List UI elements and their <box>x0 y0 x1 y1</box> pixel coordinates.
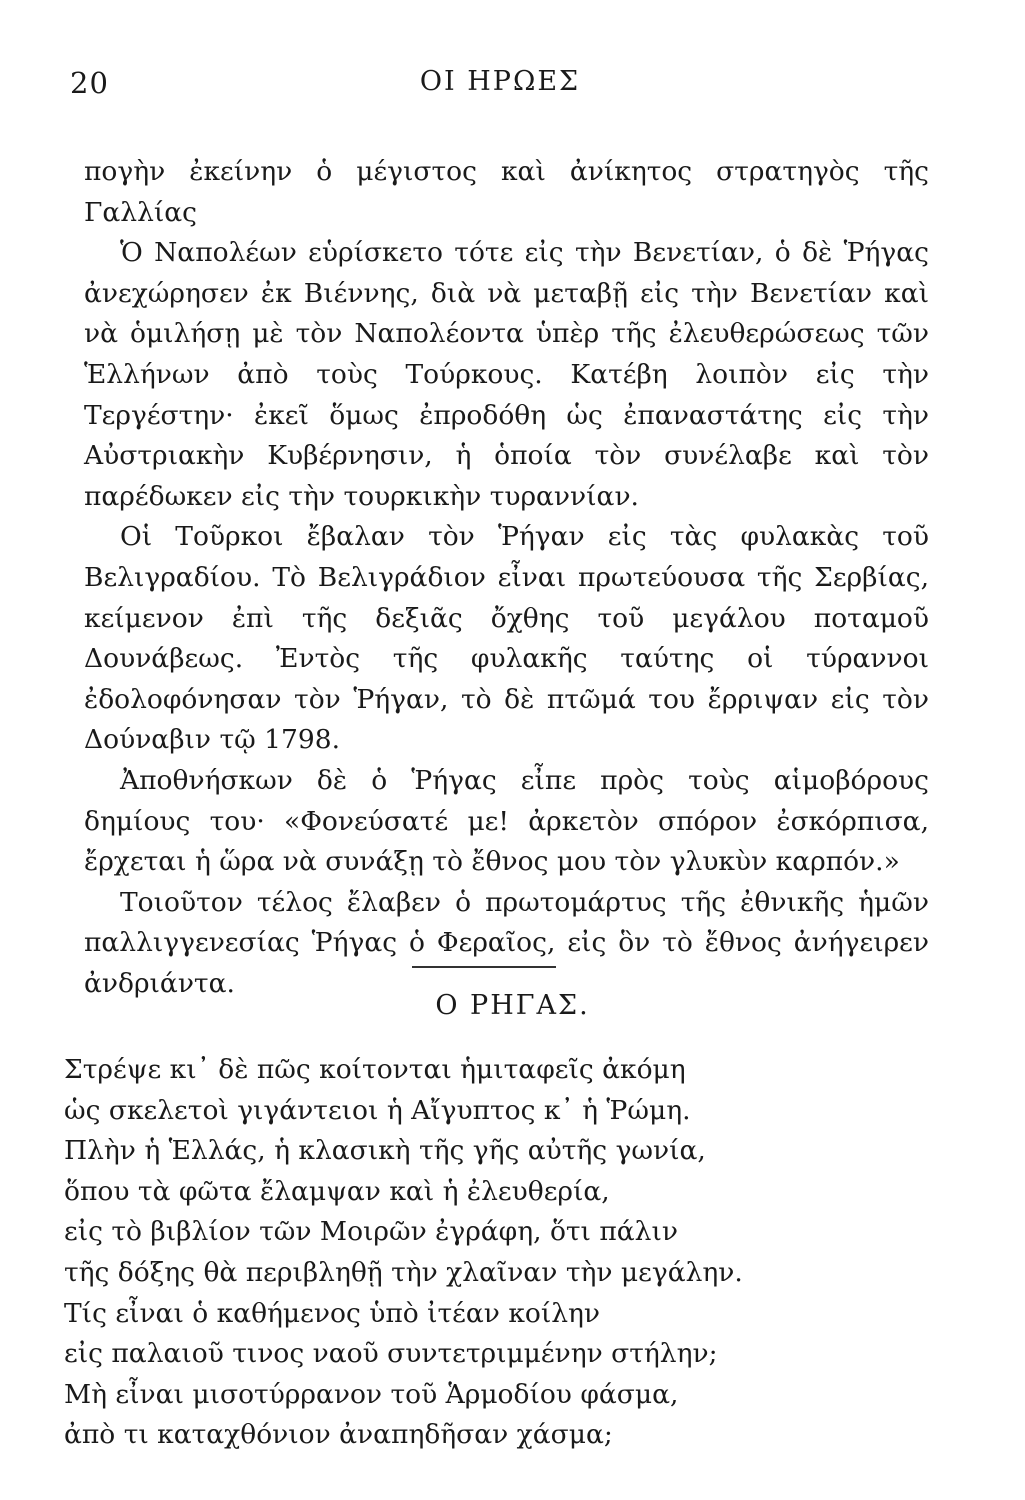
paragraph: Τοιοῦτον τέλος ἔλαβεν ὁ πρωτομάρτυς τῆς ἐθνικῆς ἡμῶν παλλιγγενεσίας Ῥήγας ὁ Φεραῖος, εἰς ὃν τὸ ἔθνος ἀνήγειρεν ἀνδριάντα. <box>84 886 929 999</box>
running-title: ΟΙ ΗΡΩΕΣ <box>419 66 581 97</box>
poem-line: ὡς σκελετοὶ γιγάντειοι ἡ Αἴγυπτος κ᾽ ἡ Ῥώμη. <box>64 1094 691 1126</box>
poem-line: τῆς δόξης θὰ περιβληθῇ τὴν χλαῖναν τὴν μεγάλην. <box>64 1256 743 1288</box>
poem-line: Στρέψε κι᾽ δὲ πῶς κοίτονται ἡμιταφεῖς ἀκόμη <box>64 1054 686 1085</box>
section-divider <box>412 966 556 968</box>
poem-line: Τίς εἶναι ὁ καθήμενος ὑπὸ ἰτέαν κοίλην <box>64 1297 601 1329</box>
poem-line: ὅπου τὰ φῶτα ἔλαμψαν καὶ ἡ ἐλευθερία, <box>64 1175 610 1207</box>
paragraph: Ὁ Ναπολέων εὑρίσκετο τότε εἰς τὴν Βενετίαν, ὁ δὲ Ῥήγας ἀνεχώρησεν ἐκ Βιέννης, διὰ νὰ μεταβῇ εἰς τὴν Βενετίαν καὶ νὰ ὁμιλήσῃ μὲ τὸν Ναπολέοντα ὑπὲρ τῆς ἐλευθερώσεως τῶν Ἑλλήνων ἀπὸ τοὺς Τούρκους. Κατέβη λοιπὸν εἰς τὴν Τεργέστην· ἐκεῖ ὅμως ἐπροδόθη ὡς ἐπαναστάτης εἰς τὴν Αὐστριακὴν Κυβέρνησιν, ἡ ὁποία τὸν συνέλαβε καὶ τὸν παρέδωκεν εἰς τὴν τουρκικὴν τυραννίαν. <box>84 237 929 512</box>
prose-body <box>84 152 929 1004</box>
paragraph: πογὴν ἐκείνην ὁ μέγιστος καὶ ἀνίκητος στρατηγὸς τῆς Γαλλίας <box>84 156 929 228</box>
paragraph: Ἀποθνήσκων δὲ ὁ Ῥήγας εἶπε πρὸς τοὺς αἱμοβόρους δημίους του· «Φονεύσατέ με! ἀρκετὸν σπόρον ἐσκόρπισα, ἔρχεται ἡ ὥρα νὰ συνάξῃ τὸ ἔθνος μου τὸν γλυκὺν καρπόν.» <box>84 764 929 878</box>
paragraph: Οἱ Τοῦρκοι ἔβαλαν τὸν Ῥήγαν εἰς τὰς φυλακὰς τοῦ Βελιγραδίου. Τὸ Βελιγράδιον εἶναι πρωτεύουσα τῆς Σερβίας, κείμενον ἐπὶ τῆς δεξιᾶς ὄχθης τοῦ μεγάλου ποταμοῦ Δουνάβεως. Ἐντὸς τῆς φυλακῆς ταύτης οἱ τύραννοι ἐδολοφόνησαν τὸν Ῥήγαν, τὸ δὲ πτῶμά του ἔρριψαν εἰς τὸν Δούναβιν τῷ 1798. <box>84 521 929 756</box>
poem-line: εἰς τὸ βιβλίον τῶν Μοιρῶν ἐγράφη, ὅτι πάλιν <box>64 1216 678 1248</box>
poem-line: Πλὴν ἡ Ἑλλάς, ἡ κλασικὴ τῆς γῆς αὐτῆς γωνία, <box>64 1135 706 1167</box>
poem <box>64 1050 944 1456</box>
poem-line: εἰς παλαιοῦ τινος ναοῦ συντετριμμένην στήλην; <box>64 1338 718 1370</box>
poem-line: Μὴ εἶναι μισοτύρρανον τοῦ Ἁρμοδίου φάσμα, <box>64 1378 679 1410</box>
page-header <box>60 66 940 106</box>
page-number: 20 <box>70 66 109 100</box>
poem-line: ἀπὸ τι καταχθόνιον ἀναπηδῆσαν χάσμα; <box>64 1419 613 1451</box>
section-title: Ο ΡΗΓΑΣ. <box>435 990 590 1021</box>
